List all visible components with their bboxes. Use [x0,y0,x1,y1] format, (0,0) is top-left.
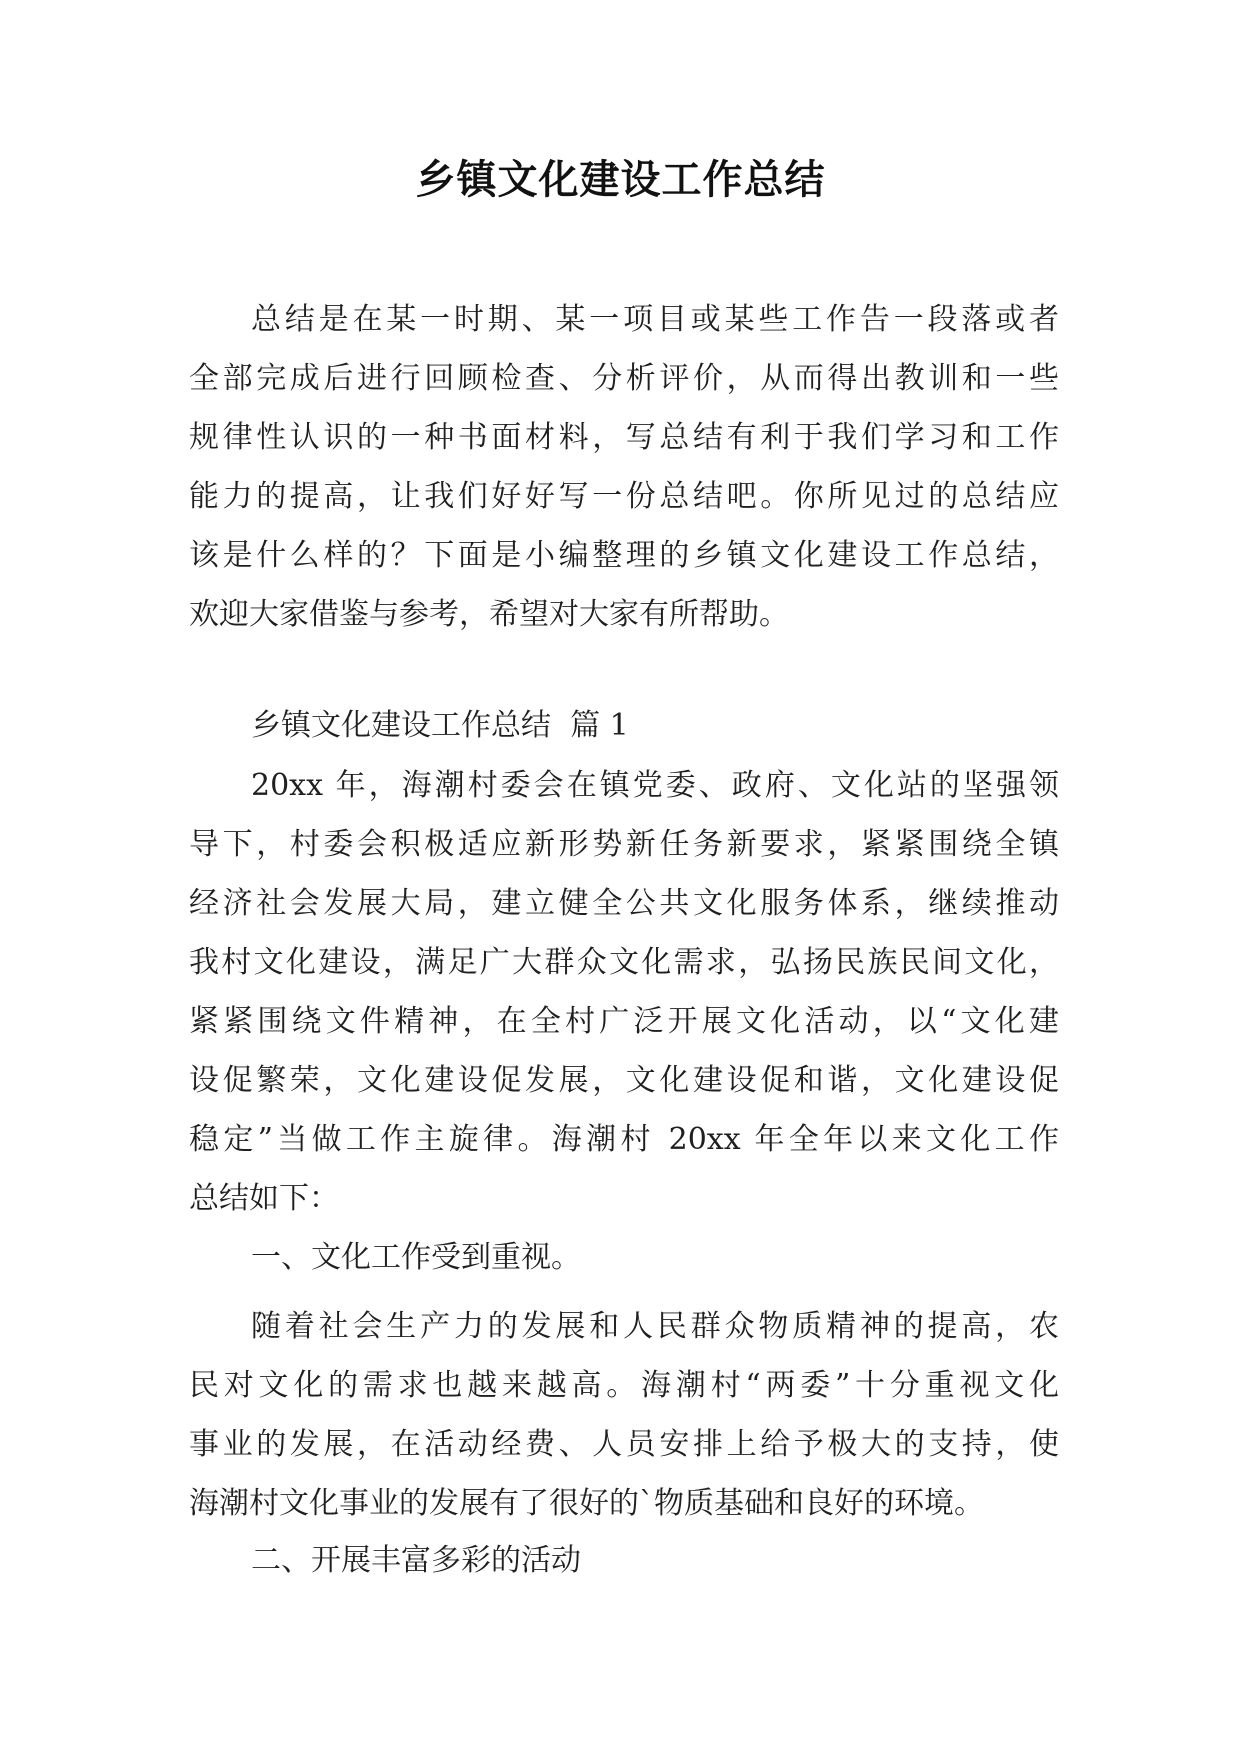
section1-paragraph [189,1297,1059,1533]
section1-heading: 一、文化工作受到重视。 [251,1240,581,1275]
part1-line: 稳定”当做工作主旋律。海潮村 20xx 年全年以来文化工作 [189,1122,1059,1157]
section2-heading: 二、开展丰富多彩的活动 [251,1543,581,1578]
section1-line: 民对文化的需求也越来越高。海潮村“两委”十分重视文化 [189,1368,1059,1403]
section1-line: 海潮村文化事业的发展有了很好的`物质基础和良好的环境。 [189,1486,984,1521]
part1-line: 导下，村委会积极适应新形势新任务新要求，紧紧围绕全镇 [189,827,1059,862]
part1-heading-block [189,696,1059,755]
intro-line: 该是什么样的？下面是小编整理的乡镇文化建设工作总结， [189,538,1059,573]
intro-line: 全部完成后进行回顾检查、分析评价，从而得出教训和一些 [189,361,1059,396]
intro-line: 欢迎大家借鉴与参考，希望对大家有所帮助。 [189,597,789,632]
intro-paragraph [189,290,1059,644]
part1-heading: 乡镇文化建设工作总结 篇 1 [251,708,629,743]
section1-line: 事业的发展，在活动经费、人员安排上给予极大的支持，使 [189,1427,1059,1462]
part1-line: 我村文化建设，满足广大群众文化需求，弘扬民族民间文化， [189,945,1059,980]
section1-line: 随着社会生产力的发展和人民群众物质精神的提高，农 [251,1309,1059,1344]
section2-heading-block [189,1531,1059,1590]
document-title: 乡镇文化建设工作总结 [415,157,826,203]
part1-line: 紧紧围绕文件精神，在全村广泛开展文化活动，以“文化建 [189,1004,1059,1039]
part1-line: 设促繁荣，文化建设促发展，文化建设促和谐，文化建设促 [189,1063,1059,1098]
intro-line: 规律性认识的一种书面材料，写总结有利于我们学习和工作 [189,420,1059,455]
part1-line: 经济社会发展大局，建立健全公共文化服务体系，继续推动 [189,886,1059,921]
intro-line: 能力的提高，让我们好好写一份总结吧。你所见过的总结应 [189,479,1059,514]
part1-line: 总结如下： [189,1181,339,1216]
part1-paragraph [189,756,1059,1287]
intro-line: 总结是在某一时期、某一项目或某些工作告一段落或者 [251,302,1059,337]
part1-line: 20xx 年，海潮村委会在镇党委、政府、文化站的坚强领 [251,768,1059,803]
